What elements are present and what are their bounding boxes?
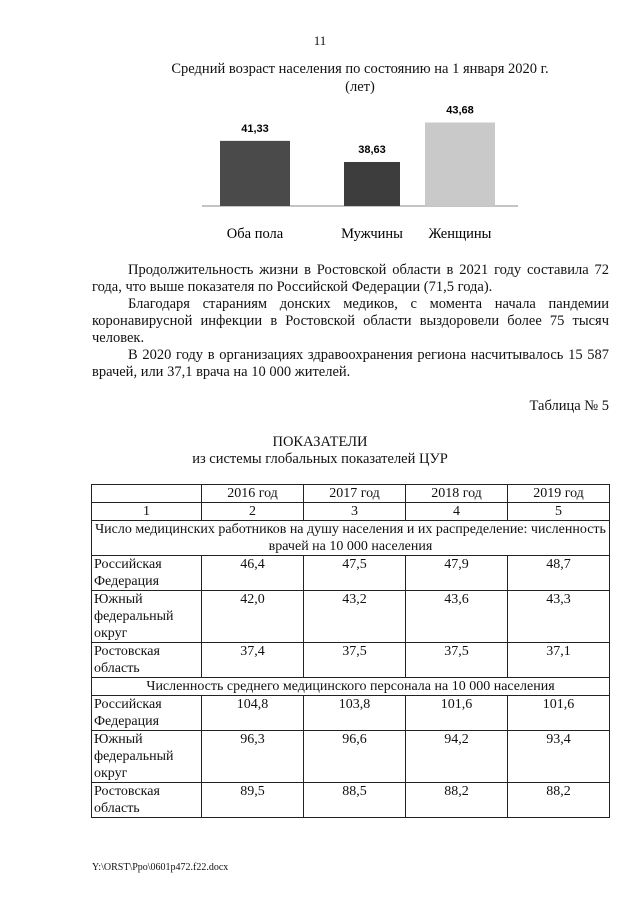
section-title-doctors: Число медицинских работников на душу населения и их распределение: численность врачей на 10 000 населения xyxy=(92,521,610,556)
indicators-table xyxy=(91,484,610,818)
header-cell: 2017 год xyxy=(304,485,406,503)
numbering-cell: 2 xyxy=(202,503,304,521)
value-cell: 43,3 xyxy=(508,591,610,643)
value-cell: 46,4 xyxy=(202,556,304,591)
chart-title: Средний возраст населения по состоянию на 1 января 2020 г. xyxy=(171,61,549,77)
numbering-cell: 4 xyxy=(406,503,508,521)
heading-subtitle: из системы глобальных показателей ЦУР xyxy=(192,451,448,467)
bar-value-label: 41,33 xyxy=(241,122,269,135)
page-number: 11 xyxy=(313,33,327,48)
chart-subtitle: (лет) xyxy=(345,79,375,95)
header-cell xyxy=(92,485,202,503)
bar-3 xyxy=(425,123,495,206)
region-cell: Ростовская область xyxy=(92,783,202,818)
table-heading xyxy=(0,434,640,468)
header-cell: 2019 год xyxy=(508,485,610,503)
section-title-row xyxy=(92,678,610,696)
value-cell: 37,1 xyxy=(508,643,610,678)
value-cell: 101,6 xyxy=(406,696,508,731)
paragraph-1: Продолжительность жизни в Ростовской области в 2021 году составила 72 года, что выше показателя по Российской Федерации (71,5 года). xyxy=(92,262,609,295)
paragraph-2: Благодаря стараниям донских медиков, с момента начала пандемии коронавирусной инфекции в Ростовской области выздоровели более 75 тысяч человек. xyxy=(92,296,609,346)
bar-value-label: 38,63 xyxy=(358,143,386,156)
value-cell: 37,5 xyxy=(406,643,508,678)
section-title-nurses: Численность среднего медицинского персонала на 10 000 населения xyxy=(92,678,610,696)
table-row xyxy=(92,591,610,643)
table-row xyxy=(92,783,610,818)
bar-2 xyxy=(344,162,400,206)
table-row xyxy=(92,696,610,731)
value-cell: 93,4 xyxy=(508,731,610,783)
value-cell: 47,9 xyxy=(406,556,508,591)
value-cell: 88,2 xyxy=(508,783,610,818)
category-label: Оба пола xyxy=(226,226,284,242)
region-cell: Южный федеральный округ xyxy=(92,591,202,643)
chart-title-block xyxy=(150,60,570,96)
body-text xyxy=(92,262,609,381)
value-cell: 88,2 xyxy=(406,783,508,818)
numbering-cell: 5 xyxy=(508,503,610,521)
table-caption: Таблица № 5 xyxy=(529,398,609,414)
numbering-cell: 3 xyxy=(304,503,406,521)
value-cell: 96,6 xyxy=(304,731,406,783)
value-cell: 42,0 xyxy=(202,591,304,643)
region-cell: Южный федеральный округ xyxy=(92,731,202,783)
value-cell: 96,3 xyxy=(202,731,304,783)
value-cell: 43,2 xyxy=(304,591,406,643)
value-cell: 43,6 xyxy=(406,591,508,643)
value-cell: 37,4 xyxy=(202,643,304,678)
value-cell: 48,7 xyxy=(508,556,610,591)
bar-value-label: 43,68 xyxy=(446,104,474,117)
table-row xyxy=(92,556,610,591)
table-row xyxy=(92,643,610,678)
header-cell: 2016 год xyxy=(202,485,304,503)
bar-chart xyxy=(200,92,520,252)
region-cell: Ростовская область xyxy=(92,643,202,678)
region-cell: Российская Федерация xyxy=(92,556,202,591)
category-label: Женщины xyxy=(428,226,492,242)
value-cell: 47,5 xyxy=(304,556,406,591)
numbering-cell: 1 xyxy=(92,503,202,521)
section-title-row xyxy=(92,521,610,556)
table-row xyxy=(92,731,610,783)
value-cell: 104,8 xyxy=(202,696,304,731)
table-numbering-row xyxy=(92,503,610,521)
region-cell: Российская Федерация xyxy=(92,696,202,731)
value-cell: 88,5 xyxy=(304,783,406,818)
value-cell: 94,2 xyxy=(406,731,508,783)
header-cell: 2018 год xyxy=(406,485,508,503)
category-label: Мужчины xyxy=(341,226,403,242)
heading-title: ПОКАЗАТЕЛИ xyxy=(272,434,368,450)
value-cell: 37,5 xyxy=(304,643,406,678)
value-cell: 103,8 xyxy=(304,696,406,731)
paragraph-3: В 2020 году в организациях здравоохранения региона насчитывалось 15 587 врачей, или 37,1 врача на 10 000 жителей. xyxy=(92,347,609,380)
value-cell: 89,5 xyxy=(202,783,304,818)
file-path-footer: Y:\ORST\Ppo\0601p472.f22.docx xyxy=(92,862,229,873)
bar-1 xyxy=(220,141,290,206)
value-cell: 101,6 xyxy=(508,696,610,731)
table-header-row xyxy=(92,485,610,503)
